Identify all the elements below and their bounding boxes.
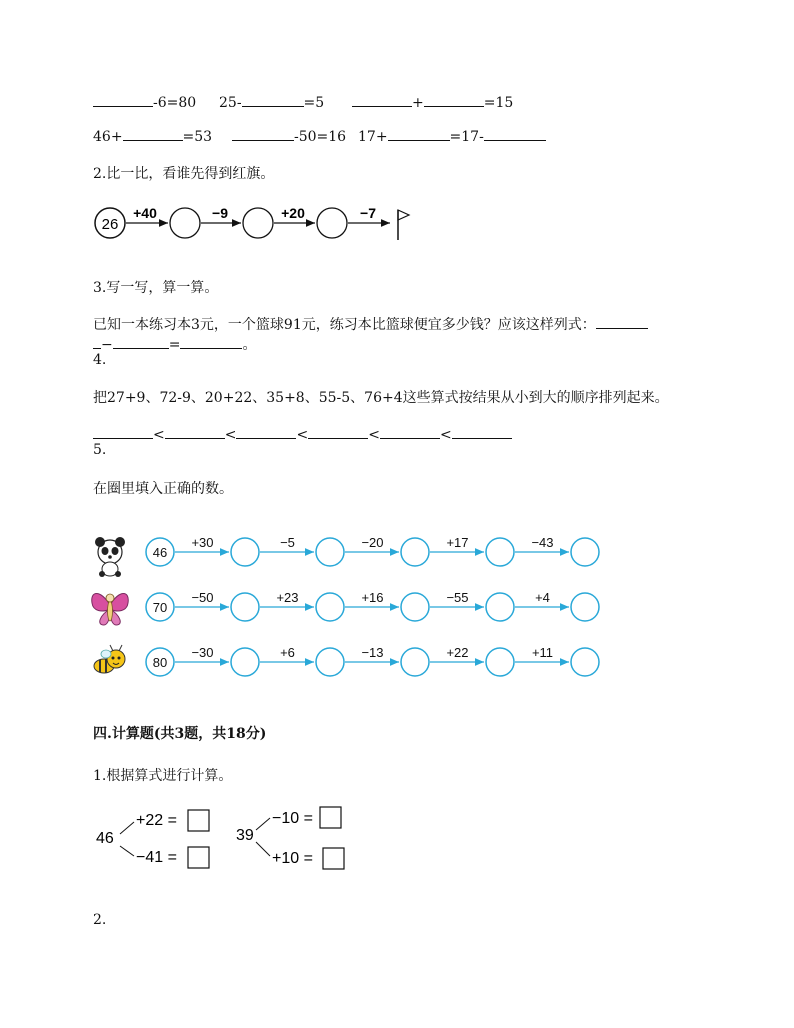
q4-order-line: < < < < < [93,426,512,443]
q2-title: 2.比一比，看谁先得到红旗。 [93,166,275,182]
answer-blank[interactable] [236,426,296,439]
start-number: 46 [152,545,168,560]
start-number: 80 [152,655,168,670]
answer-blank[interactable] [93,426,153,439]
op-label: −7 [360,205,376,221]
answer-circle[interactable] [486,593,514,621]
answer-blank[interactable] [113,336,169,349]
answer-circle[interactable] [243,208,273,238]
answer-circle[interactable] [170,208,200,238]
q5-text: 在圈里填入正确的数。 [93,481,233,497]
answer-blank[interactable] [308,426,368,439]
q5-number: 5. [93,442,107,458]
answer-circle[interactable] [317,208,347,238]
equation-1: -6=80 [93,94,196,111]
answer-circle[interactable] [571,648,599,676]
op-label: −43 [531,535,554,550]
answer-blank[interactable] [424,94,484,107]
start-number: 70 [152,600,168,615]
answer-circle[interactable] [231,593,259,621]
answer-circle[interactable] [486,538,514,566]
answer-circle[interactable] [401,648,429,676]
op-label: +40 [133,205,157,221]
answer-blank[interactable] [180,336,242,349]
answer-blank[interactable] [380,426,440,439]
answer-circle[interactable] [401,538,429,566]
section-heading: 四.计算题(共3题，共18分) [93,726,267,742]
answer-circle[interactable] [316,593,344,621]
op-label: +16 [361,590,384,605]
op-label: +23 [276,590,299,605]
op-bottom: +10 = [272,850,313,867]
op-label: −13 [361,645,384,660]
op-label: +11 [531,645,554,660]
q2-number: 2. [93,912,107,928]
op-label: −5 [280,535,295,550]
op-label: +6 [280,645,295,660]
op-label: −9 [212,205,228,221]
answer-box[interactable] [188,810,209,831]
op-top: −10 = [272,810,313,827]
q3-title: 3.写一写，算一算。 [93,280,219,296]
answer-circle[interactable] [231,538,259,566]
red-flag-icon [398,210,409,240]
op-label: −55 [446,590,469,605]
panda-icon [95,537,125,577]
calc-trees [90,800,360,875]
answer-box[interactable] [188,847,209,868]
answer-circle[interactable] [316,648,344,676]
op-label: −50 [191,590,214,605]
q4-number: 4. [93,352,107,368]
answer-blank[interactable] [242,94,304,107]
answer-circle[interactable] [486,648,514,676]
root-number: 39 [236,827,254,844]
answer-blank[interactable] [93,94,153,107]
answer-circle[interactable] [571,538,599,566]
answer-circle[interactable] [401,593,429,621]
op-label: +17 [446,535,469,550]
equation-2: 25- =5 [219,95,325,111]
op-label: −20 [361,535,384,550]
answer-blank[interactable] [93,336,101,349]
answer-blank[interactable] [232,128,294,141]
answer-blank[interactable] [484,128,546,141]
butterfly-icon [92,594,129,626]
answer-circle[interactable] [571,593,599,621]
answer-box[interactable] [320,807,341,828]
answer-blank[interactable] [388,128,450,141]
op-label: +22 [446,645,469,660]
root-number: 46 [96,830,114,847]
equation-5: -50=16 [232,128,346,145]
answer-blank[interactable] [165,426,225,439]
op-top: +22 = [136,812,177,829]
q5-chains [88,525,608,690]
answer-blank[interactable] [352,94,412,107]
equation-4: 46+ =53 [93,129,213,145]
q2-chain [90,200,420,246]
op-label: +30 [191,535,214,550]
answer-blank[interactable] [596,316,648,329]
q3-line2: − = 。 [93,334,256,354]
q1-title: 1.根据算式进行计算。 [93,768,233,784]
answer-blank[interactable] [452,426,512,439]
op-label: +20 [281,205,305,221]
q3-line1: 已知一本练习本3元，一个篮球91元，练习本比篮球便宜多少钱？应该这样列式： [93,314,648,334]
q4-text: 把27+9、72-9、20+22、35+8、55-5、76+4这些算式按结果从小到大的顺序排列起来。 [93,390,669,406]
equation-3: + =15 [352,94,513,111]
op-bottom: −41 = [136,849,177,866]
bee-icon [94,645,125,673]
start-number: 26 [101,216,119,233]
equation-6: 17+ =17- [358,128,546,145]
op-label: −30 [191,645,214,660]
answer-circle[interactable] [316,538,344,566]
answer-blank[interactable] [123,128,183,141]
answer-box[interactable] [323,848,344,869]
op-label: +4 [535,590,550,605]
answer-circle[interactable] [231,648,259,676]
